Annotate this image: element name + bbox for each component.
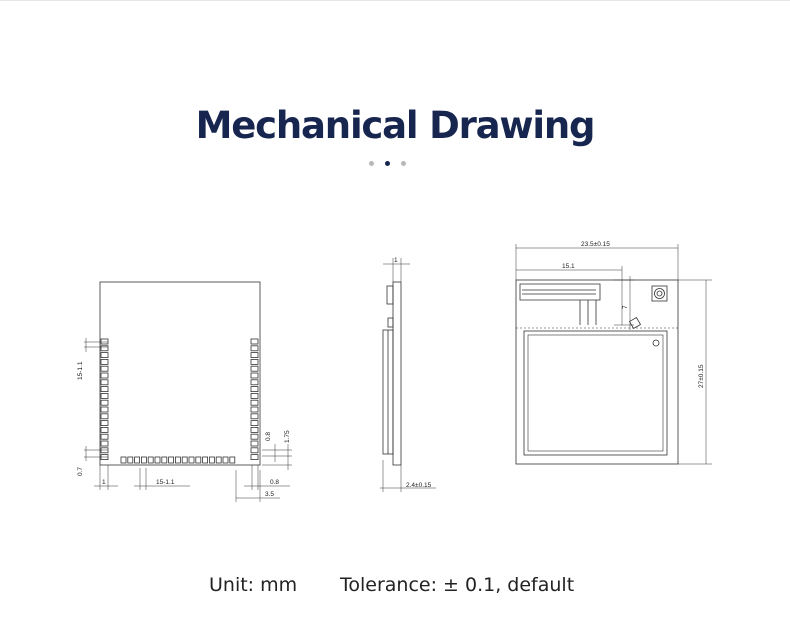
left-pad <box>101 414 108 419</box>
right-pad <box>251 339 258 344</box>
dim-pitch-bottom: 15-1.1 <box>156 479 175 486</box>
bottom-pad <box>169 457 174 463</box>
left-pad <box>101 448 108 453</box>
bottom-pad <box>209 457 214 463</box>
shield-can-outline <box>524 331 667 455</box>
left-pad <box>101 407 108 412</box>
top-view-drawing <box>516 244 712 464</box>
side-view-component <box>388 318 393 327</box>
left-pad <box>101 380 108 385</box>
bottom-pad <box>148 457 153 463</box>
bottom-pad <box>223 457 228 463</box>
right-pad <box>251 373 258 378</box>
dim-side-top: 1 <box>394 257 398 264</box>
right-pad-column <box>251 339 258 460</box>
right-pad <box>251 393 258 398</box>
left-pad <box>101 421 108 426</box>
bottom-pad <box>128 457 133 463</box>
bottom-pad-row <box>121 457 235 463</box>
bottom-pad <box>162 457 167 463</box>
right-pad <box>251 346 258 351</box>
front-view-drawing <box>84 282 292 502</box>
left-pad-column <box>101 339 108 460</box>
bottom-pad <box>196 457 201 463</box>
front-left-dimension-lines <box>84 338 292 502</box>
dim-top-height: 27±0.15 <box>698 364 705 388</box>
dim-right-offset: 3.5 <box>265 491 275 498</box>
right-pad <box>251 434 258 439</box>
side-view-pcb <box>393 282 401 465</box>
bottom-pad <box>135 457 140 463</box>
right-pad <box>251 441 258 446</box>
left-pad <box>101 441 108 446</box>
right-pad <box>251 366 258 371</box>
unit-label: Unit: mm <box>209 574 298 596</box>
left-pad <box>101 393 108 398</box>
bottom-pad <box>175 457 180 463</box>
antenna-component <box>630 318 641 329</box>
right-pad <box>251 448 258 453</box>
right-pad <box>251 414 258 419</box>
bottom-pad <box>216 457 221 463</box>
page-title: Mechanical Drawing <box>195 104 595 147</box>
left-pad <box>101 434 108 439</box>
left-pad <box>101 400 108 405</box>
top-view-outline <box>516 280 678 464</box>
right-pad <box>251 400 258 405</box>
side-view-drawing <box>380 258 436 492</box>
left-pad <box>101 366 108 371</box>
dim-side-thickness: 2.4±0.15 <box>406 482 432 489</box>
right-pad <box>251 421 258 426</box>
left-pad <box>101 339 108 344</box>
side-view-connector <box>387 286 393 304</box>
dim-pad-bottom: 0.8 <box>270 479 280 486</box>
bottom-pad <box>189 457 194 463</box>
bottom-pad <box>155 457 160 463</box>
left-pad <box>101 387 108 392</box>
front-view-outline <box>100 282 260 465</box>
tolerance-label: Tolerance: ± 0.1, default <box>340 574 575 596</box>
dim-pad-offset-right: 1.75 <box>284 430 291 443</box>
right-pad <box>251 455 258 460</box>
bottom-pad <box>230 457 235 463</box>
dim-left-offset: 1 <box>102 479 106 486</box>
pcb-antenna-trace <box>520 284 600 325</box>
dim-top-width: 23.5±0.15 <box>581 241 610 248</box>
left-pad <box>101 427 108 432</box>
bottom-pad <box>121 457 126 463</box>
right-pad <box>251 387 258 392</box>
left-pad <box>101 359 108 364</box>
right-pad <box>251 407 258 412</box>
left-pad <box>101 346 108 351</box>
bottom-pad <box>203 457 208 463</box>
dim-top-antenna: 15.1 <box>562 263 575 270</box>
dim-pad-width-left: 0.7 <box>77 466 84 476</box>
right-pad <box>251 359 258 364</box>
right-pad <box>251 380 258 385</box>
right-pad <box>251 427 258 432</box>
shield-can-inner <box>528 335 663 451</box>
bottom-pad <box>141 457 146 463</box>
dim-pitch-left: 15-1.1 <box>77 361 84 380</box>
right-pad <box>251 353 258 358</box>
dim-top-antenna-height: 7 <box>622 305 629 309</box>
left-pad <box>101 373 108 378</box>
bottom-pad <box>182 457 187 463</box>
pin1-marker <box>653 340 659 346</box>
left-pad <box>101 353 108 358</box>
dim-pad-height-right: 0.8 <box>265 431 272 441</box>
